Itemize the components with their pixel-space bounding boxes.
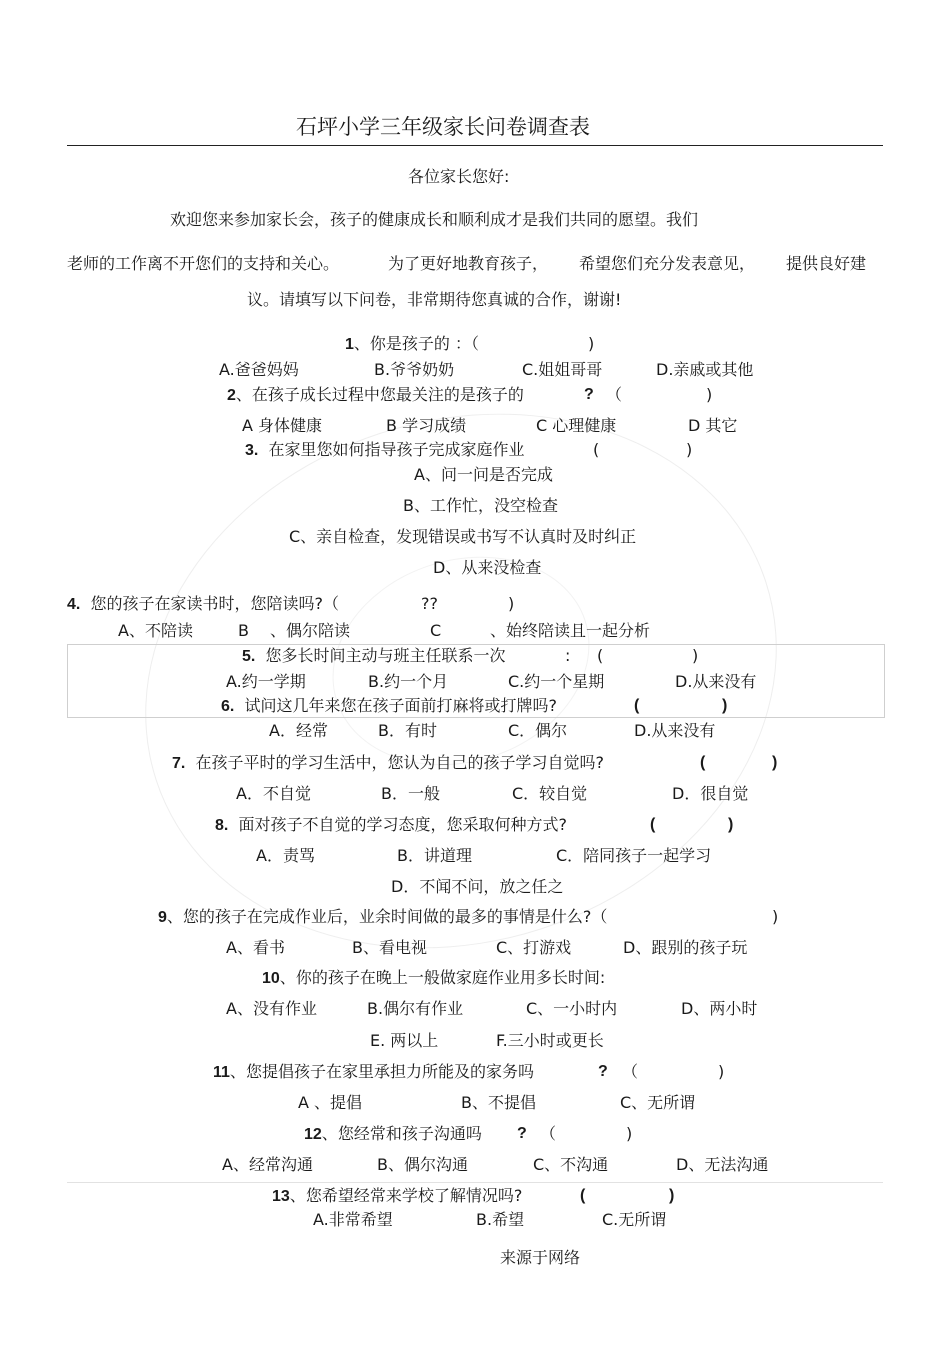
question-11: 11、您提倡孩子在家里承担力所能及的家务吗 — [213, 1062, 534, 1081]
q7-option-b: B．一般 — [381, 784, 440, 803]
question-8: 8. 面对孩子不自觉的学习态度，您采取何种方式? — [215, 815, 568, 834]
q7-option-c: C．较自觉 — [512, 784, 588, 803]
question-9-blank-close: ) — [772, 907, 779, 926]
question-6-blank-open: ( — [634, 697, 640, 714]
q5-option-c: C.约一个星期 — [508, 672, 605, 691]
question-13-blank-close: ) — [669, 1187, 675, 1204]
q4-option-b: B — [238, 621, 249, 640]
q10-option-d: D、两小时 — [681, 999, 758, 1018]
intro-line-3: 议。请填写以下问卷，非常期待您真诚的合作，谢谢! — [247, 290, 622, 309]
intro-line-1: 欢迎您来参加家长会，孩子的健康成长和顺利成才是我们共同的愿望。我们 — [170, 210, 699, 229]
q13-option-a: A.非常希望 — [313, 1210, 393, 1229]
q8-option-c: C．陪同孩子一起学习 — [556, 846, 712, 865]
question-7-blank-close: ) — [772, 754, 778, 771]
q6-option-b: B．有时 — [378, 721, 437, 740]
question-6-blank-close: ) — [722, 697, 728, 714]
q5-option-d: D.从来没有 — [675, 672, 757, 691]
q12-option-a: A、经常沟通 — [222, 1155, 313, 1174]
question-12: 12、您经常和孩子沟通吗 — [304, 1124, 482, 1143]
q5-option-a: A.约一学期 — [226, 672, 306, 691]
question-12-blank-close: ) — [626, 1124, 633, 1143]
question-1-blank-close: ) — [588, 334, 595, 353]
question-4-blank-close: ) — [508, 594, 515, 613]
q3-option-d: D、从来没检查 — [433, 558, 542, 577]
q7-option-a: A．不自觉 — [236, 784, 311, 803]
question-13-blank-open: ( — [580, 1187, 586, 1204]
question-2: 2、在孩子成长过程中您最关注的是孩子的 — [227, 385, 524, 404]
question-2-blank-open: （ — [606, 385, 623, 404]
q1-option-b: B.爷爷奶奶 — [374, 360, 455, 379]
question-1: 1、你是孩子的 ：（ — [345, 334, 480, 353]
q2-option-b: B 学习成绩 — [386, 416, 467, 435]
page-title: 石坪小学三年级家长问卷调查表 — [296, 115, 590, 139]
question-8-blank-open: ( — [650, 816, 656, 833]
q7-option-d: D．很自觉 — [672, 784, 749, 803]
q10-option-c: C、一小时内 — [526, 999, 618, 1018]
question-4: 4. 您的孩子在家读书时，您陪读吗?（ — [67, 594, 340, 613]
q9-option-c: C、打游戏 — [496, 938, 572, 957]
q1-option-c: C.姐姐哥哥 — [522, 360, 603, 379]
q11-option-c: C、无所谓 — [620, 1093, 696, 1112]
q6-option-a: A．经常 — [269, 721, 328, 740]
question-11-mark: ? — [598, 1063, 608, 1080]
question-3-blank-open: ( — [593, 440, 600, 459]
q9-option-a: A、看书 — [226, 938, 285, 957]
q6-option-c: C．偶尔 — [508, 721, 568, 740]
table-frame-q13-top — [67, 1182, 883, 1183]
q6-option-d: D.从来没有 — [634, 721, 716, 740]
question-5-blank-open: ( — [597, 646, 604, 665]
q10-option-f: F.三小时或更长 — [496, 1031, 604, 1050]
q13-option-b: B.希望 — [476, 1210, 525, 1229]
q10-option-a: A、没有作业 — [226, 999, 317, 1018]
question-5-colon: : — [565, 646, 571, 665]
q5-option-b: B.约一个月 — [368, 672, 449, 691]
question-10: 10、你的孩子在晚上一般做家庭作业用多长时间: — [262, 968, 606, 987]
question-2-blank-close: ) — [706, 385, 713, 404]
q1-option-d: D.亲戚或其他 — [656, 360, 754, 379]
q8-option-d: D．不闻不问，放之任之 — [391, 877, 564, 896]
question-3-blank-close: ) — [686, 440, 693, 459]
intro-line-2c: 希望您们充分发表意见， — [579, 254, 756, 273]
q2-option-c: C 心理健康 — [536, 416, 617, 435]
q4-option-a: A、不陪读 — [118, 621, 193, 640]
question-2-mark: ? — [584, 386, 594, 403]
q9-option-d: D、跟别的孩子玩 — [623, 938, 748, 957]
question-11-blank-open: （ — [622, 1062, 639, 1081]
q13-option-c: C.无所谓 — [602, 1210, 667, 1229]
q12-option-c: C、不沟通 — [533, 1155, 609, 1174]
question-8-blank-close: ) — [728, 816, 734, 833]
q3-option-b: B、工作忙，没空检查 — [403, 496, 558, 515]
question-13: 13、您希望经常来学校了解情况吗? — [272, 1186, 523, 1205]
q3-option-a: A、问一问是否完成 — [414, 465, 553, 484]
title-underline — [67, 145, 883, 146]
question-9: 9、您的孩子在完成作业后，业余时间做的最多的事情是什么?（ — [158, 907, 608, 926]
q12-option-b: B、偶尔沟通 — [377, 1155, 468, 1174]
question-11-blank-close: ) — [718, 1062, 725, 1081]
q10-option-e: E. 两以上 — [370, 1031, 439, 1050]
q11-option-b: B、不提倡 — [461, 1093, 536, 1112]
q8-option-a: A．责骂 — [256, 846, 315, 865]
question-4-mid: ?? — [421, 594, 438, 613]
q1-option-a: A.爸爸妈妈 — [219, 360, 299, 379]
q2-option-a: A 身体健康 — [242, 416, 323, 435]
intro-line-2a: 老师的工作离不开您们的支持和关心。 — [67, 254, 340, 273]
q4-option-b-text: 、偶尔陪读 — [270, 621, 351, 640]
q11-option-a: A 、提倡 — [298, 1093, 363, 1112]
q8-option-b: B．讲道理 — [397, 846, 472, 865]
question-5: 5. 您多长时间主动与班主任联系一次 — [242, 646, 506, 665]
q12-option-d: D、无法沟通 — [676, 1155, 769, 1174]
q9-option-b: B、看电视 — [352, 938, 427, 957]
question-7-blank-open: ( — [700, 754, 706, 771]
question-3: 3. 在家里您如何指导孩子完成家庭作业 — [245, 440, 525, 459]
q4-option-c-text: 、始终陪读且一起分析 — [490, 621, 651, 640]
q4-option-c: C — [430, 621, 442, 640]
question-7: 7. 在孩子平时的学习生活中，您认为自己的孩子学习自觉吗? — [172, 753, 605, 772]
greeting: 各位家长您好: — [408, 167, 510, 186]
question-5-blank-close: ) — [692, 646, 699, 665]
question-12-blank-open: （ — [540, 1124, 557, 1143]
question-12-mark: ? — [517, 1125, 527, 1142]
intro-line-2d: 提供良好建 — [786, 254, 867, 273]
q10-option-b: B.偶尔有作业 — [367, 999, 464, 1018]
q2-option-d: D 其它 — [688, 416, 738, 435]
question-6: 6. 试问这几年来您在孩子面前打麻将或打牌吗? — [221, 696, 558, 715]
q3-option-c: C、亲自检查，发现错误或书写不认真时及时纠正 — [289, 527, 637, 546]
intro-line-2b: 为了更好地教育孩子， — [388, 254, 549, 273]
footer-source: 来源于网络 — [500, 1248, 581, 1267]
